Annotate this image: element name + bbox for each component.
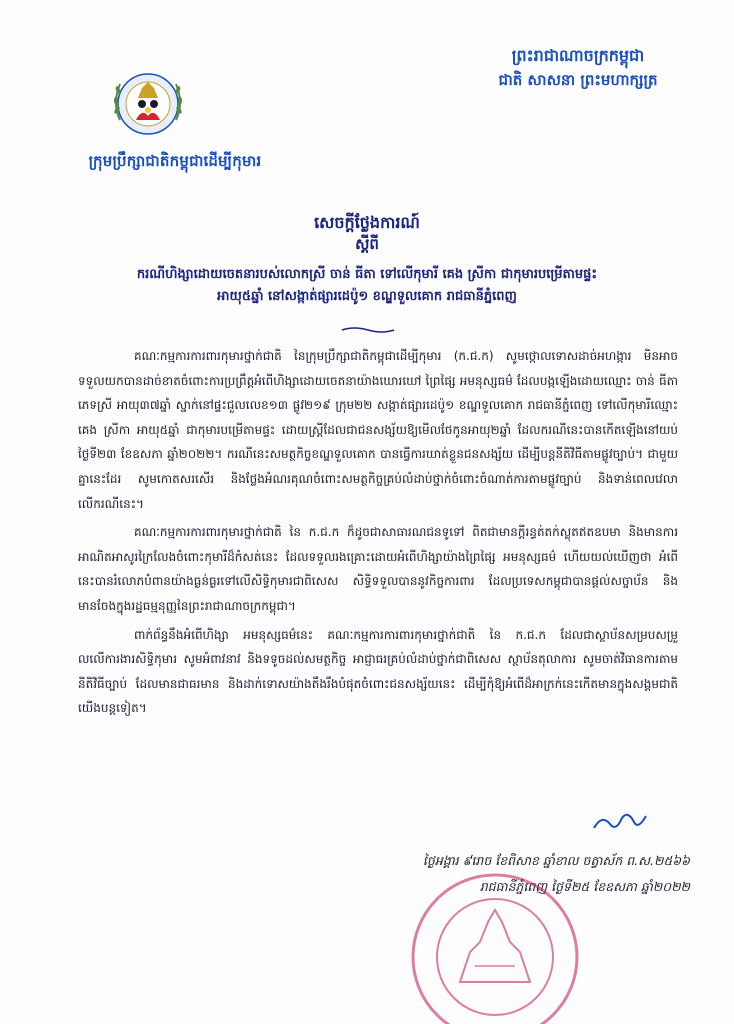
kingdom-motto: ជាតិ សាសនា ព្រះមហាក្សត្រ [498,71,658,89]
organization-name: ក្រុមប្រឹក្សាជាតិកម្ពុជាដើម្បីកុមារ [88,152,262,170]
paragraph-2: គណៈកម្មការការពារកុមារថ្នាក់ជាតិ នៃ ក.ជ.ក ក៏ដូចជាសាធារណជនទូទៅ ពិតជាមានក្តីរន្ធត់តក់ស្លុតឥតឧបមា និងមានការអាណិតអាសូរក្រៃលែងចំពោះកុមារីដ៏កំសត់នេះ ដែលទទួលរងគ្រោះដោយអំពើហិង្សាយ៉ាងព្រៃផ្សៃ អមនុស្សធម៌ ហើយយល់ឃើញថា អំពើនេះបានរំលោភបំពានយ៉ាងធ្ងន់ធ្ងរទៅលើសិទ្ធិកុមារជាពិសេស សិទ្ធិទទួលបាននូវកិច្ចការពារ ដែលប្រទេសកម្ពុជាបានផ្តល់សច្ចាប័ន និងមានចែងក្នុងរដ្ឋធម្មនុញ្ញនៃព្រះរាជាណាចក្រកម្ពុជា។ [78,525,678,613]
gregorian-date: រាជធានីភ្នំពេញ ថ្ងៃទី២៥ ខែឧសភា ឆ្នាំ២០២២ [479,879,690,894]
title-ornament-icon [340,326,396,334]
lunar-date: ថ្ងៃអង្គារ ៩រោច ខែពិសាខ ឆ្នាំខាល ចត្វាស័ក ព.ស.២៥៦៦ [422,853,690,868]
kingdom-name: ព្រះរាជាណាចក្រកម្ពុជា [511,46,645,65]
cncc-emblem-icon [104,60,192,148]
kingdom-header [462,44,694,92]
statement-body [78,344,678,725]
title-main: សេចក្តីថ្លែងការណ៍ [314,213,420,232]
title-subject-line2: អាយុ៥ឆ្នាំ នៅសង្កាត់ផ្សារដេប៉ូ១ ខណ្ឌទួលគោក រាជធានីភ្នំពេញ [217,289,517,304]
signature-mark-icon [590,808,650,836]
official-seal-icon [400,862,590,1024]
statement-title [60,212,674,308]
paragraph-3: ពាក់ព័ន្ធនឹងអំពើហិង្សា អមនុស្សធម៌នេះ គណៈកម្មការការពារកុមារថ្នាក់ជាតិ នៃ ក.ជ.ក ដែលជាស្ថាប័នសម្របសម្រួលលើការងារសិទ្ធិកុមារ សូមអំពាវនាវ និងទទូចដល់សមត្ថកិច្ច អាជ្ញាធរគ្រប់លំដាប់ថ្នាក់ជាពិសេស ស្ថាប័នតុលាការ សូមចាត់វិធានការតាមនីតិវិធីច្បាប់ ដែលមានជាធរមាន និងដាក់ទោសយ៉ាងតឹងរឹងបំផុតចំពោះជនសង្ស័យនេះ ដើម្បីកុំឱ្យអំពើដ៏អាក្រក់នេះកើតមានក្នុងសង្គមជាតិយើងបន្តទៀត។ [78,627,678,716]
title-about: ស្តីពី [355,235,379,253]
paragraph-1: គណៈកម្មការការពារកុមារថ្នាក់ជាតិ នៃក្រុមប្រឹក្សាជាតិកម្ពុជាដើម្បីកុមារ (ក.ជ.ក) សូមថ្កោលទោសដាច់អហង្ការ មិនអាចទទួលយកបានដាច់ខាតចំពោះការប្រព្រឹត្តអំពើហិង្សាដោយចេតនាយ៉ាងឃោរឃៅ ព្រៃផ្សៃ អមនុស្សធម៌ ដែលបង្កឡើងដោយឈ្មោះ ចាន់ ធីតា ភេទស្រី អាយុ៣៧ឆ្នាំ ស្នាក់នៅផ្ទះជួលលេខ១៣ ផ្លូវ២១៩ ក្រុម២២ សង្កាត់ផ្សារដេប៉ូ១ ខណ្ឌទួលគោក រាជធានីភ្នំពេញ ទៅលើកុមារីឈ្មោះ គេង ស្រីកា អាយុ៥ឆ្នាំ ជាកុមារបម្រើតាមផ្ទះ ដោយស្ត្រីដែលជាជនសង្ស័យឱ្យមើលថែកូនអាយុ២ឆ្នាំ ដែលករណីនេះបានកើតឡើងនៅយប់ថ្ងៃទី២៣ ខែឧសភា ឆ្នាំ២០២២។ ករណីនេះសមត្ថកិច្ចខណ្ឌទួលគោក បានធ្វើការឃាត់ខ្លួនជនសង្ស័យ ដើម្បីបន្តនីតិវិធីតាមផ្លូវច្បាប់។ ជាមួយគ្នានេះដែរ សូមកោតសរសើរ និងថ្លែងអំណរគុណចំពោះសមត្ថកិច្ចគ្រប់លំដាប់ថ្នាក់ចំពោះចំណាត់ការតាមផ្លូវច្បាប់ និងទាន់ពេលវេលាលើករណីនេះ។ [78,349,678,511]
title-subject-line1: ករណីហិង្សាដោយចេតនារបស់លោកស្រី ចាន់ ធីតា ទៅលើកុមារី គេង ស្រីកា ជាកុមារបម្រើតាមផ្ទះ [136,267,598,282]
